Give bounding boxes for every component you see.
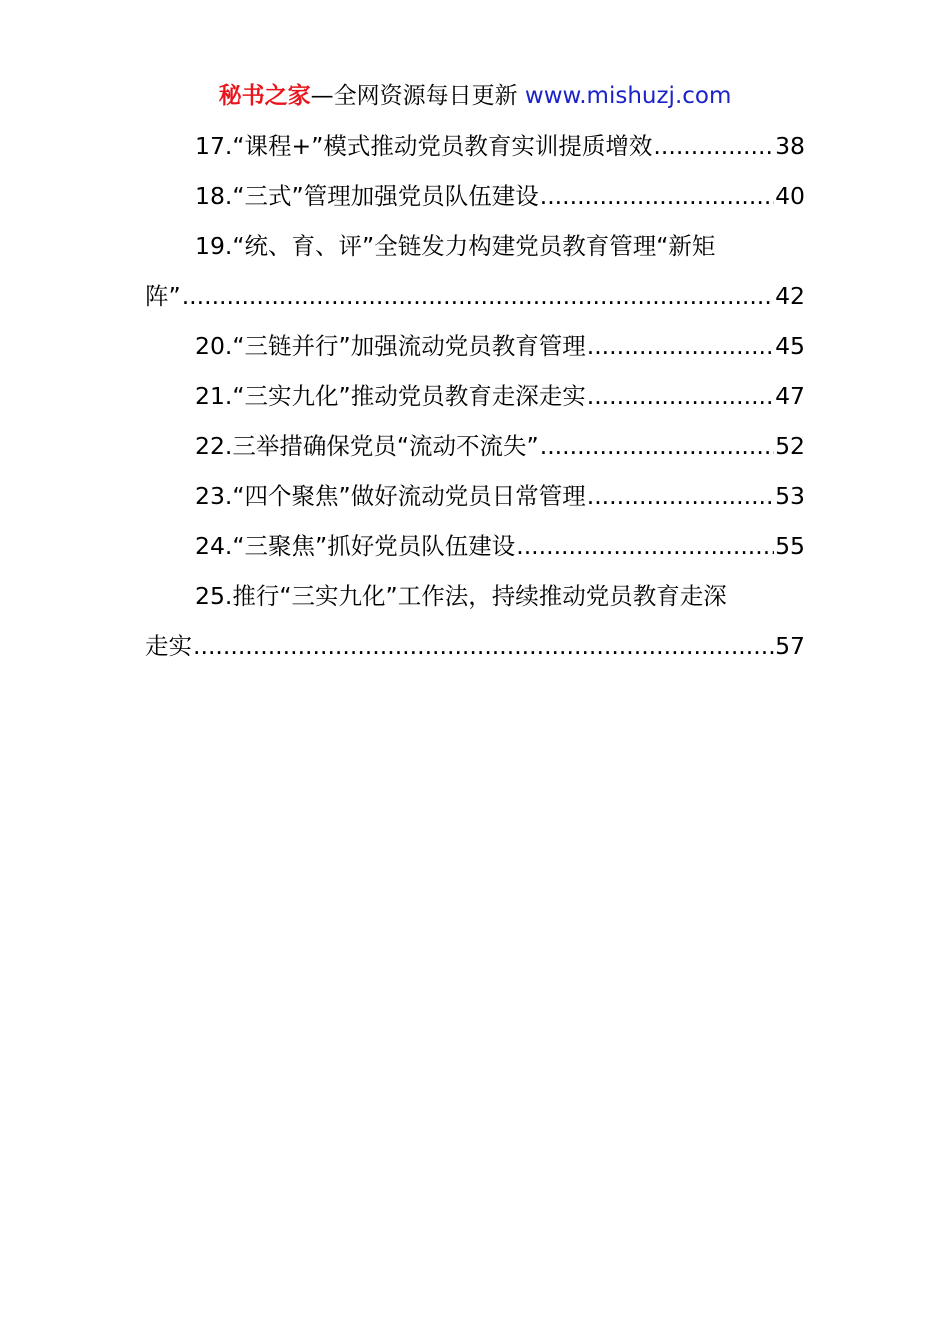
toc-entry-number: 20.: [195, 332, 233, 360]
toc-entry-number: 24.: [195, 532, 233, 560]
toc-entry-text: [195, 521, 515, 571]
toc-entry-title: “四个聚焦”做好流动党员日常管理: [232, 482, 586, 510]
toc-entry-page: 55: [775, 532, 805, 560]
toc-entry-title-line1: “统、育、评”全链发力构建党员教育管理“新矩: [232, 232, 716, 260]
toc-entry-page: 40: [775, 182, 805, 210]
site-name: 秘书之家: [218, 83, 311, 109]
toc-entry-number: 21.: [195, 382, 233, 410]
toc-entry-page: 47: [775, 382, 805, 410]
toc-entry-number: 19.: [195, 232, 233, 260]
toc-entry-23[interactable]: [145, 471, 805, 521]
toc-entry-17[interactable]: [145, 121, 805, 171]
toc-entry-page: 45: [775, 332, 805, 360]
dot-leader: [587, 471, 774, 521]
dot-leader: [516, 521, 774, 571]
toc-entry-title: “三式”管理加强党员队伍建设: [232, 182, 539, 210]
dot-leader: [653, 121, 774, 171]
toc-entry-title: “三实九化”推动党员教育走深走实: [232, 382, 586, 410]
toc-entry-number: 25.: [195, 582, 233, 610]
toc-entry-text: [195, 171, 539, 221]
site-tagline: —全网资源每日更新: [310, 83, 518, 109]
toc-entry-page: 42: [775, 282, 805, 310]
toc-entry-title: “三链并行”加强流动党员教育管理: [232, 332, 586, 360]
toc-entry-text: [195, 571, 727, 621]
toc-entry-title: “三聚焦”抓好党员队伍建设: [232, 532, 516, 560]
toc-entry-20[interactable]: [145, 321, 805, 371]
toc-entry-21[interactable]: [145, 371, 805, 421]
toc-entry-title-line1: 推行“三实九化”工作法，持续推动党员教育走深: [232, 582, 727, 610]
toc-entry-text: [195, 471, 586, 521]
toc-entry-text: [195, 421, 539, 471]
toc-entry-title: “课程+”模式推动党员教育实训提质增效: [232, 132, 653, 160]
toc-entry-title: 三举措确保党员“流动不流失”: [232, 432, 539, 460]
dot-leader: [587, 321, 774, 371]
toc-entry-19[interactable]: [145, 221, 805, 321]
toc-entry-page: 38: [775, 132, 805, 160]
toc-entry-text: [195, 121, 652, 171]
dot-leader: [587, 371, 774, 421]
toc-entry-18[interactable]: [145, 171, 805, 221]
toc-entry-number: 23.: [195, 482, 233, 510]
toc-entry-text: [195, 221, 715, 271]
table-of-contents: [145, 121, 805, 671]
toc-entry-22[interactable]: [145, 421, 805, 471]
dot-leader: [182, 271, 774, 321]
toc-entry-text: [195, 321, 586, 371]
dot-leader: [193, 621, 774, 671]
dot-leader: [540, 421, 774, 471]
toc-entry-number: 17.: [195, 132, 233, 160]
toc-entry-title-line2: 阵”: [145, 282, 181, 310]
toc-entry-25[interactable]: [145, 571, 805, 671]
toc-entry-title-line2: 走实: [145, 632, 192, 660]
toc-entry-page: 52: [775, 432, 805, 460]
site-url-link[interactable]: www.mishuzj.com: [517, 83, 732, 109]
toc-entry-text: [195, 371, 586, 421]
toc-entry-24[interactable]: [145, 521, 805, 571]
page-header: [0, 80, 950, 112]
toc-entry-number: 18.: [195, 182, 233, 210]
dot-leader: [540, 171, 774, 221]
toc-entry-page: 57: [775, 632, 805, 660]
toc-entry-number: 22.: [195, 432, 233, 460]
toc-entry-page: 53: [775, 482, 805, 510]
